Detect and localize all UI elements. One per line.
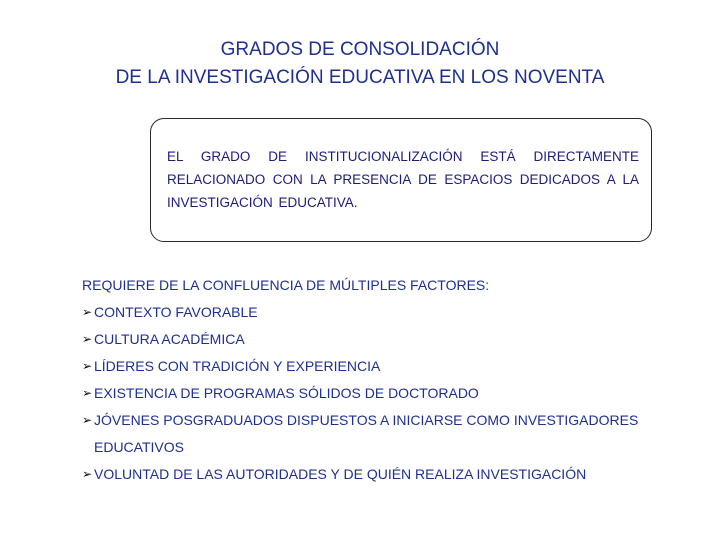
factor-item xyxy=(82,461,702,488)
factor-text: VOLUNTAD DE LAS AUTORIDADES Y DE QUIÉN REALIZA INVESTIGACIÓN xyxy=(94,466,587,482)
factor-text: CONTEXTO FAVORABLE xyxy=(94,304,258,320)
slide-title xyxy=(0,36,720,92)
arrowhead-bullet-icon: ➢ xyxy=(82,332,93,346)
factor-text: EXISTENCIA DE PROGRAMAS SÓLIDOS DE DOCTORADO xyxy=(94,385,479,401)
factor-item xyxy=(82,380,702,407)
factor-item xyxy=(82,326,702,353)
slide-title-line-2: DE LA INVESTIGACIÓN EDUCATIVA EN LOS NOVENTA xyxy=(115,67,605,88)
callout-text: EL GRADO DE INSTITUCIONALIZACIÓN ESTÁ DIRECTAMENTE RELACIONADO CON LA PRESENCIA DE ESPACIOS DEDICADOS A LA INVESTIGACIÓN EDUCATIVA. xyxy=(167,149,639,210)
factor-item xyxy=(82,407,702,461)
arrowhead-bullet-icon: ➢ xyxy=(82,467,93,481)
arrowhead-bullet-icon: ➢ xyxy=(82,305,93,319)
factor-text: CULTURA ACADÉMICA xyxy=(94,331,245,347)
factor-text: JÓVENES POSGRADUADOS DISPUESTOS A INICIARSE COMO INVESTIGADORES EDUCATIVOS xyxy=(94,412,639,455)
arrowhead-bullet-icon: ➢ xyxy=(82,386,93,400)
factor-item xyxy=(82,299,702,326)
institutionalization-callout-box xyxy=(150,118,652,242)
arrowhead-bullet-icon: ➢ xyxy=(82,359,93,373)
arrowhead-bullet-icon: ➢ xyxy=(82,413,93,427)
slide-title-line-1: GRADOS DE CONSOLIDACIÓN xyxy=(220,39,500,60)
factor-text: LÍDERES CON TRADICIÓN Y EXPERIENCIA xyxy=(94,358,381,374)
factors-heading: REQUIERE DE LA CONFLUENCIA DE MÚLTIPLES FACTORES: xyxy=(82,277,490,293)
factor-item xyxy=(82,353,702,380)
factors-section xyxy=(82,272,702,488)
factors-list xyxy=(82,299,702,488)
